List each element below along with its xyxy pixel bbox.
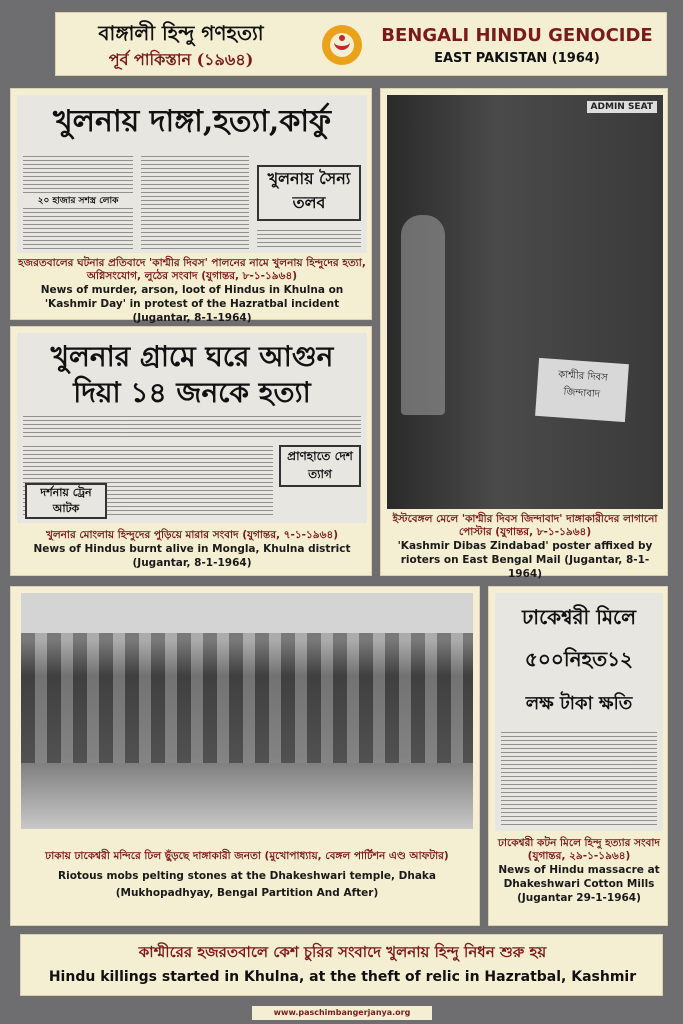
clip5-caption-bn: ঢাকেশ্বরী কটন মিলে হিন্দু হত্যার সংবাদ (যুগান্তর, ২৯-১-১৯৬৪) [498, 837, 660, 862]
clip5-headline-3: লক্ষ টাকা ক্ষতি [525, 693, 633, 714]
footer-en: Hindu killings started in Khulna, at the theft of relic in Hazratbal, Kashmir [48, 969, 637, 985]
clip5-headline-1: ঢাকেশ্বরী মিলে [521, 605, 636, 629]
clip3-poster-text: কাশ্মীর দিবস জিন্দাবাদ [557, 369, 609, 401]
header-en-title: BENGALI HINDU GENOCIDE [381, 25, 653, 46]
clip2-newspaper-image [17, 333, 367, 523]
clip2-box-2 [25, 483, 107, 519]
header-panel [55, 12, 667, 76]
clip2-caption-en: News of Hindus burnt alive in Mongla, Khulna district (Jugantar, 8-1-1964) [33, 543, 351, 569]
clip1-caption-bn: হজরতবালের ঘটনার প্রতিবাদে 'কাশ্মীর দিবস' পালনের নামে খুলনায় হিন্দুদের হত্যা, অগ্নিসংযোগ, লুঠের সংবাদ (যুগান্তর, ৮-১-১৯৬৪) [18, 257, 366, 282]
clip3-caption-bn: ইস্টবেঙ্গল মেলে 'কাশ্মীর দিবস জিন্দাবাদ' দাঙ্গাকারীদের লাগানো পোস্টার (যুগান্তর, ৮-১-১৯৬৪) [392, 513, 658, 538]
clip1-box-text: খুলনায় সৈন্য তলব [267, 169, 351, 212]
clip3-poster [535, 358, 629, 422]
clip2-box-1 [279, 445, 361, 487]
clip3-sign: ADMIN SEAT [587, 101, 657, 113]
clip1-box [257, 165, 361, 221]
clip4-panel [10, 586, 480, 926]
clip1-newspaper-image [17, 95, 367, 253]
clip4-caption-en: Riotous mobs pelting stones at the Dhakeshwari temple, Dhaka (Mukhopadhyay, Bengal Partition And After) [58, 870, 436, 899]
clip5-headline-2: ৫০০নিহত১২ [524, 647, 634, 671]
footer-panel [20, 934, 663, 996]
clip5-newspaper-image [495, 593, 663, 831]
clip2-panel [10, 326, 372, 576]
header-bn-title: বাঙ্গালী হিন্দু গণহত্যা [98, 21, 264, 45]
clip5-panel [488, 586, 668, 926]
clip2-box-1-text: প্রাণহাতে দেশ ত্যাগ [287, 449, 353, 481]
header-bn-subtitle: পূর্ব পাকিস্তান (১৯৬৪) [108, 50, 254, 69]
clip3-panel [380, 88, 668, 580]
clip3-train-photo [387, 95, 663, 509]
website-link[interactable]: www.paschimbangerjanya.org [252, 1006, 432, 1020]
clip1-caption-en: News of murder, arson, loot of Hindus in Khulna on 'Kashmir Day' in protest of the Hazratbal incident (Jugantar, 8-1-1964) [40, 284, 344, 324]
footer-bn: কাশ্মীরের হজরতবালে কেশ চুরির সংবাদে খুলনায় হিন্দু নিধন শুরু হয় [138, 943, 547, 961]
clip1-subhead: ২০ হাজার সশস্ত্র লোক [23, 193, 133, 208]
clip1-panel [10, 88, 372, 324]
clip2-box-2-text: দর্শনায় ট্রেন আটক [40, 486, 92, 515]
header-en-subtitle: EAST PAKISTAN (1964) [434, 51, 600, 66]
clip2-caption-bn: খুলনার মোংলায় হিন্দুদের পুড়িয়ে মারার সংবাদ (যুগান্তর, ৭-১-১৯৬৪) [45, 529, 339, 541]
clip2-headline-1: খুলনার গ্রামে ঘরে আগুন [50, 340, 334, 373]
clip4-mob-photo [21, 593, 473, 829]
clip4-caption-bn: ঢাকায় ঢাকেশ্বরী মন্দিরে ঢিল ছুঁড়ছে দাঙ্গাকারী জনতা (মুখোপাধ্যায়, বেঙ্গল পার্টিশন এণ্ড আফটার) [45, 850, 449, 862]
clip3-caption-en: 'Kashmir Dibas Zindabad' poster affixed by rioters on East Bengal Mail (Jugantar, 8-1-1964) [397, 540, 653, 580]
emblem-icon [322, 25, 362, 65]
clip1-headline: খুলনায় দাঙ্গা,হত্যা,কার্ফু [52, 104, 331, 139]
clip2-headline-2: দিয়া ১৪ জনকে হত্যা [73, 376, 311, 409]
clip5-caption-en: News of Hindu massacre at Dhakeshwari Cotton Mills (Jugantar 29-1-1964) [498, 864, 660, 904]
